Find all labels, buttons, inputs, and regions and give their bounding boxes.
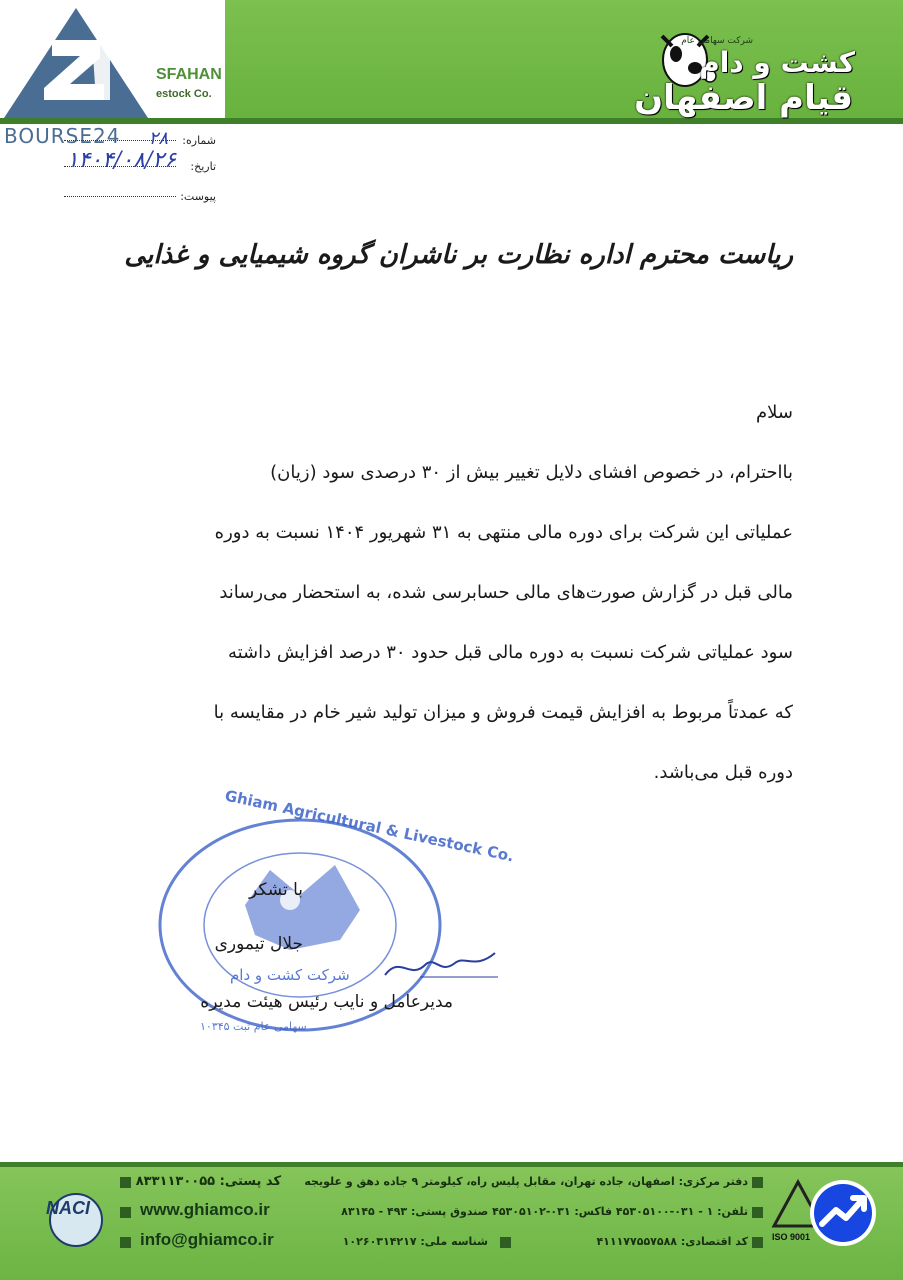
- company-name-en: SFAHAN: [156, 66, 222, 83]
- bullet-icon: [752, 1237, 763, 1248]
- stamp-text-fa: شرکت کشت و دام: [230, 966, 350, 984]
- number-label: شماره:: [182, 134, 216, 147]
- signatory-name: جلال تیموری: [214, 934, 303, 954]
- footer-address: دفتر مرکزی: اصفهان، جاده تهران، مقابل پلیس راه، کیلومتر ۹ جاده دهق و علویجه: [304, 1175, 748, 1188]
- letter-greeting: سلام: [756, 402, 793, 423]
- body-line: دوره قبل می‌باشد.: [653, 762, 793, 783]
- stamp-text-en: Ghiam Agricultural & Livestock Co.: [223, 786, 516, 866]
- body-line: که عمدتاً مربوط به افزایش قیمت فروش و میزان تولید شیر خام در مقایسه با: [213, 702, 793, 723]
- brand-company-type: شرکت سهامی عام: [681, 36, 753, 46]
- postal-code: کد پستی: ۸۳۳۱۱۳۰۰۵۵: [135, 1174, 281, 1189]
- naci-label: NACI: [46, 1198, 90, 1218]
- brand-name-line1: کشت و دام: [699, 46, 855, 79]
- field-date: [56, 148, 216, 178]
- number-value: ۲۸: [148, 128, 168, 149]
- footer-phone: تلفن: ۱ - ۰۳۱-۴۵۳۰۵۱۰۰ فاکس: ۰۳۱-۴۵۳۰۵۱۰۲ صندوق پستی: ۴۹۳ - ۸۳۱۴۵: [341, 1205, 748, 1218]
- body-line: مالی قبل در گزارش صورت‌های مالی حسابرسی شده، به استحضار می‌رساند: [219, 582, 793, 603]
- date-value: ۱۴۰۴/۰۸/۲۶: [66, 148, 176, 173]
- signatory-position: مدیرعامل و نایب رئیس هیئت مدیره: [200, 992, 453, 1012]
- attachment-label: پیوست:: [180, 190, 216, 203]
- field-attachment: [56, 190, 216, 208]
- body-line: بااحترام، در خصوص افشای دلایل تغییر بیش از ۳۰ درصدی سود (زیان): [270, 462, 793, 483]
- iso-label: ISO 9001: [772, 1232, 811, 1242]
- bullet-icon: [120, 1237, 131, 1248]
- bullet-icon: [752, 1207, 763, 1218]
- trend-badge-icon: [808, 1178, 878, 1248]
- handwritten-signature: [380, 945, 500, 985]
- footer-divider: [0, 1162, 903, 1167]
- email-link[interactable]: info@ghiamco.ir: [140, 1230, 274, 1249]
- economic-code: کد اقتصادی: ۴۱۱۱۷۷۵۵۷۵۸۸: [596, 1235, 748, 1248]
- bullet-icon: [120, 1207, 131, 1218]
- letter-addressee: ریاست محترم اداره نظارت بر ناشران گروه شیمیایی و غذایی: [124, 240, 793, 270]
- brand-name-line2: قیام اصفهان: [634, 78, 853, 118]
- company-subtitle-en: estock Co.: [156, 88, 212, 100]
- national-id: شناسه ملی: ۱۰۲۶۰۳۱۴۲۱۷: [342, 1235, 488, 1248]
- body-line: عملیاتی این شرکت برای دوره مالی منتهی به ۳۱ شهریور ۱۴۰۴ نسبت به دوره: [214, 522, 793, 543]
- body-line: سود عملیاتی شرکت نسبت به دوره مالی قبل حدود ۳۰ درصد افزایش داشته: [227, 642, 793, 663]
- bullet-icon: [752, 1177, 763, 1188]
- closing-text: با تشکر: [249, 880, 303, 900]
- website-link[interactable]: www.ghiamco.ir: [140, 1200, 270, 1219]
- bullet-icon: [120, 1177, 131, 1188]
- stamp-registration: سهامی عام ثبت ۱۰۳۴۵: [200, 1020, 307, 1033]
- watermark-text: BOURSE24: [4, 124, 121, 148]
- bullet-icon: [500, 1237, 511, 1248]
- date-label: تاریخ:: [190, 160, 216, 173]
